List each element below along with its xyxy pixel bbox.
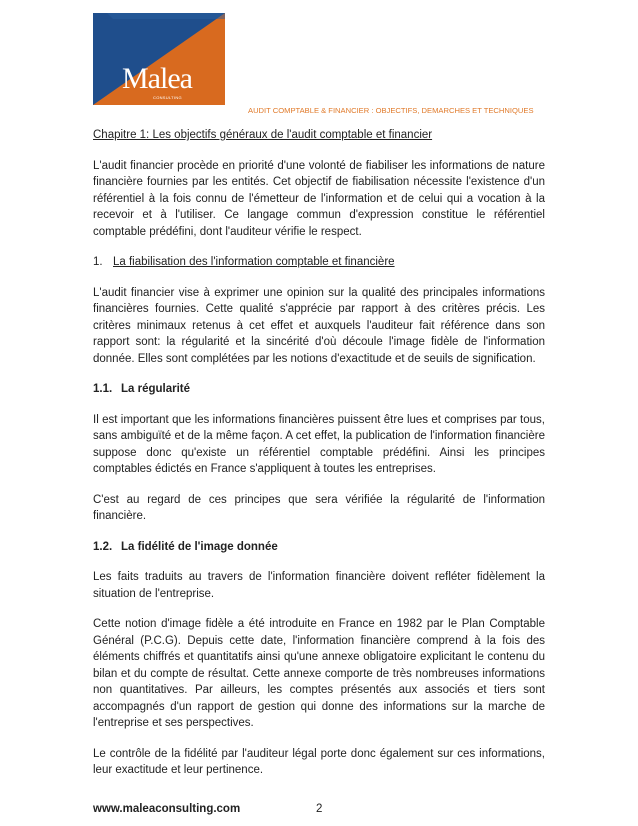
section-1-2-title: La fidélité de l'image donnée (121, 540, 278, 553)
section-1-1-paragraph-2: C'est au regard de ces principes que sera vérifiée la régularité de l'information financière. (93, 493, 545, 522)
section-1-title: La fiabilisation des l'information comptable et financière (113, 256, 395, 268)
logo-subtext: CONSULTING (153, 95, 182, 100)
section-1-1-paragraph-1: Il est important que les informations financières puissent être lues et comprises par tous, sans ambiguïté et de la même façon. A cet effet, la publication de l'information financière suppose donc qu'existe un référentiel comptable prédéfini. Ainsi les principes comptables édictés en France s'appliquent à toutes les entreprises. (93, 413, 545, 475)
section-1-heading (93, 254, 545, 271)
footer-website-link[interactable]: www.maleaconsulting.com (93, 803, 241, 815)
section-1-1-heading (93, 381, 545, 398)
section-1-1-title: La régularité (121, 383, 191, 395)
chapter-title: Chapitre 1: Les objectifs généraux de l'audit comptable et financier (93, 129, 433, 141)
malea-logo (93, 13, 225, 105)
section-1-paragraph: L'audit financier vise à exprimer une opinion sur la qualité des principales informations financières fournies. Cette qualité s'apprécie par rapport à des critères précis. Les critères minimaux retenus à cet effet et auxquels l'auditeur fait référence dans son rapport sont: la régularité et la sincérité d'où découle l'image fidèle de l'information donnée. Elles sont complétées par les notions d'exactitude et de seuils de signification. (93, 286, 545, 365)
section-1-number: 1. (93, 256, 103, 268)
document-body (93, 127, 545, 793)
section-1-2-number: 1.2. (93, 540, 113, 553)
intro-paragraph: L'audit financier procède en priorité d'une volonté de fiabiliser les informations de nature financière fournies par les entités. Cet objectif de fiabilisation nécessite l'existence d'un référentiel à la fois connu de l'émetteur de l'information et de celui qui a vocation à la recevoir et à l'utiliser. Ce langage commun d'expression constitue le référentiel comptable prédéfini, dont l'auditeur vérifie le respect. (93, 159, 545, 238)
section-1-1-number: 1.1. (93, 383, 113, 395)
section-1-2-heading (93, 539, 545, 556)
page-number: 2 (316, 803, 323, 815)
logo-wordmark: Malea (122, 62, 192, 95)
section-1-2-paragraph-3: Le contrôle de la fidélité par l'auditeur légal porte donc également sur ces informations, leur exactitude et leur pertinence. (93, 747, 545, 776)
document-header-title: AUDIT COMPTABLE & FINANCIER : OBJECTIFS, DEMARCHES ET TECHNIQUES (248, 106, 534, 115)
section-1-2-paragraph-2: Cette notion d'image fidèle a été introduite en France en 1982 par le Plan Comptable Général (P.C.G). Depuis cette date, l'information financière comprend à la fois des éléments chiffrés et quantitatifs ainsi qu'une annexe obligatoire explicitant le contenu du bilan et du compte de résultat. Cette annexe comporte de très nombreuses informations non quantitatives. Par ailleurs, les comptes présentés aux associés et tiers sont accompagnés d'un rapport de gestion qui donne des informations sur la marche de l'entreprise et ses perspectives. (93, 618, 545, 729)
section-1-2-paragraph-1: Les faits traduits au travers de l'information financière doivent refléter fidèlement la situation de l'entreprise. (93, 571, 545, 600)
